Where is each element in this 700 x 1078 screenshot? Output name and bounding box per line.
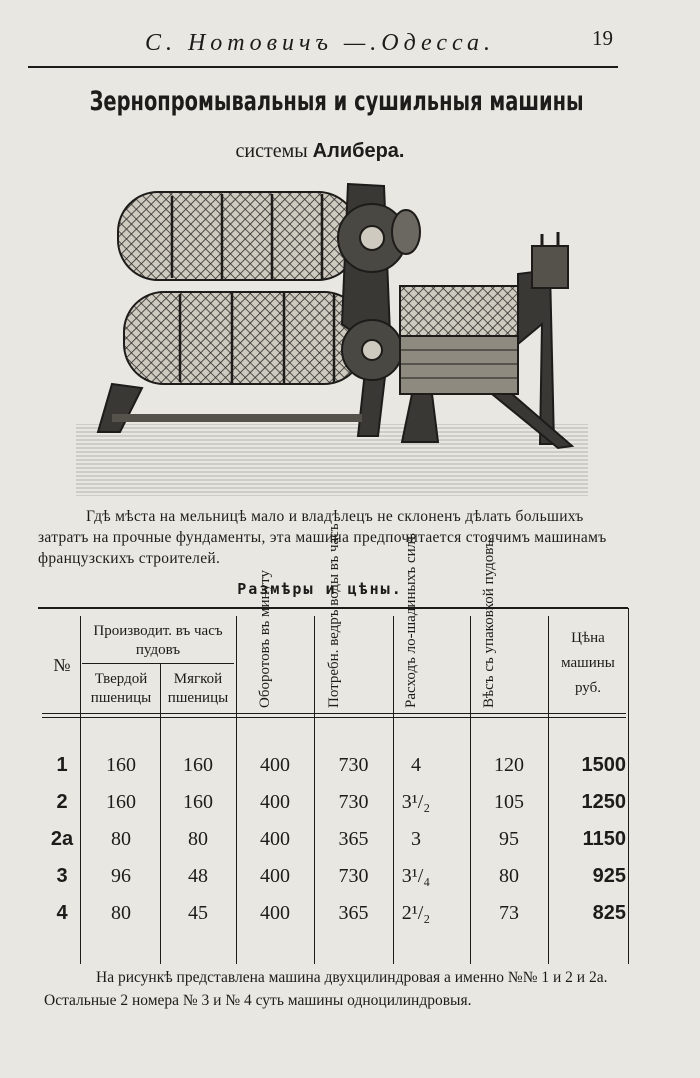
cell-number: 4 bbox=[56, 902, 68, 924]
header-number: № bbox=[53, 655, 71, 675]
cell-weight: 120 bbox=[494, 754, 524, 776]
running-header-title: С. Нотовичъ —.Одесса. bbox=[144, 30, 496, 56]
description-text: Гдѣ мѣста на мельницѣ мало и владѣлецъ не склоненъ дѣлать большихъ затратъ на прочные фундаменты, эта машина предпочитается стоячимъ машинамъ французскихъ строителей. bbox=[38, 508, 607, 567]
table-header-rule bbox=[42, 713, 626, 718]
header-rpm: Оборотовъ въ минуту bbox=[257, 570, 273, 708]
cell-rpm: 400 bbox=[260, 902, 290, 924]
header-horsepower: Расходъ ло-шадиныхъ силъ bbox=[403, 533, 419, 708]
system-name: Алибера. bbox=[312, 140, 405, 162]
cell-water: 730 bbox=[338, 754, 369, 776]
grain-machine-illustration bbox=[72, 174, 592, 500]
cell-horsepower: 3 bbox=[411, 828, 421, 850]
cell-price: 1500 bbox=[581, 754, 626, 776]
cell-weight: 105 bbox=[494, 791, 524, 813]
header-water: Потребн. ведръ воды въ часъ bbox=[326, 523, 342, 708]
cell-number: 1 bbox=[56, 754, 68, 776]
subtitle-prefix: системы bbox=[235, 140, 308, 162]
cell-water: 365 bbox=[338, 828, 369, 850]
cell-number: 2 bbox=[56, 791, 68, 813]
cell-hard-wheat: 96 bbox=[111, 865, 131, 887]
footer-text: На рисункѣ представлена машина двухцилиндровая а именно №№ 1 и 2 и 2а. Остальные 2 номера № 3 и № 4 суть машины одноцилиндровыя. bbox=[44, 969, 608, 1009]
footer-note bbox=[44, 966, 644, 1012]
page-number: 19 bbox=[592, 26, 613, 50]
cell-horsepower: 2¹/₂ bbox=[401, 902, 431, 924]
column-divider bbox=[393, 616, 394, 964]
cell-horsepower: 4 bbox=[411, 754, 421, 776]
cell-hard-wheat: 160 bbox=[106, 791, 136, 813]
table-title: Размѣры и цѣны. bbox=[237, 580, 403, 598]
capacity-group-rule bbox=[82, 663, 234, 664]
cell-soft-wheat: 45 bbox=[188, 902, 208, 924]
cell-price: 925 bbox=[592, 865, 626, 887]
header-weight: Вѣсъ съ упаковкой пудовъ bbox=[481, 540, 497, 708]
cell-hard-wheat: 160 bbox=[106, 754, 136, 776]
cell-number: 3 bbox=[56, 865, 68, 887]
cell-price: 1150 bbox=[582, 828, 626, 850]
cell-number: 2а bbox=[50, 828, 74, 850]
page-title: Зернопромывальныя и сушильныя машины bbox=[89, 86, 584, 117]
cell-soft-wheat: 48 bbox=[188, 865, 208, 887]
page-subtitle bbox=[0, 140, 640, 163]
cell-rpm: 400 bbox=[260, 865, 290, 887]
header-price: Цѣна машины руб. bbox=[561, 630, 615, 696]
column-divider bbox=[628, 608, 629, 964]
cell-rpm: 400 bbox=[260, 754, 290, 776]
cell-horsepower: 3¹/₂ bbox=[401, 791, 431, 813]
cell-horsepower: 3¹/₄ bbox=[401, 865, 431, 887]
cell-rpm: 400 bbox=[260, 828, 290, 850]
cell-hard-wheat: 80 bbox=[111, 902, 131, 924]
cell-hard-wheat: 80 bbox=[111, 828, 131, 850]
header-soft-wheat: Мягкой пшеницы bbox=[167, 671, 229, 706]
cell-weight: 95 bbox=[499, 828, 519, 850]
cell-water: 365 bbox=[338, 902, 369, 924]
header-capacity-group: Производит. въ часъ пудовъ bbox=[93, 623, 223, 658]
column-divider bbox=[80, 616, 81, 964]
cell-water: 730 bbox=[338, 865, 369, 887]
cell-price: 1250 bbox=[581, 791, 626, 813]
header-rule bbox=[28, 66, 618, 68]
cell-rpm: 400 bbox=[260, 791, 290, 813]
cell-water: 730 bbox=[338, 791, 369, 813]
header-hard-wheat: Твердой пшеницы bbox=[90, 671, 152, 706]
cell-weight: 73 bbox=[499, 902, 519, 924]
cell-soft-wheat: 80 bbox=[188, 828, 208, 850]
cell-price: 825 bbox=[592, 902, 626, 924]
cell-weight: 80 bbox=[499, 865, 519, 887]
cell-soft-wheat: 160 bbox=[183, 754, 213, 776]
cell-soft-wheat: 160 bbox=[183, 791, 213, 813]
